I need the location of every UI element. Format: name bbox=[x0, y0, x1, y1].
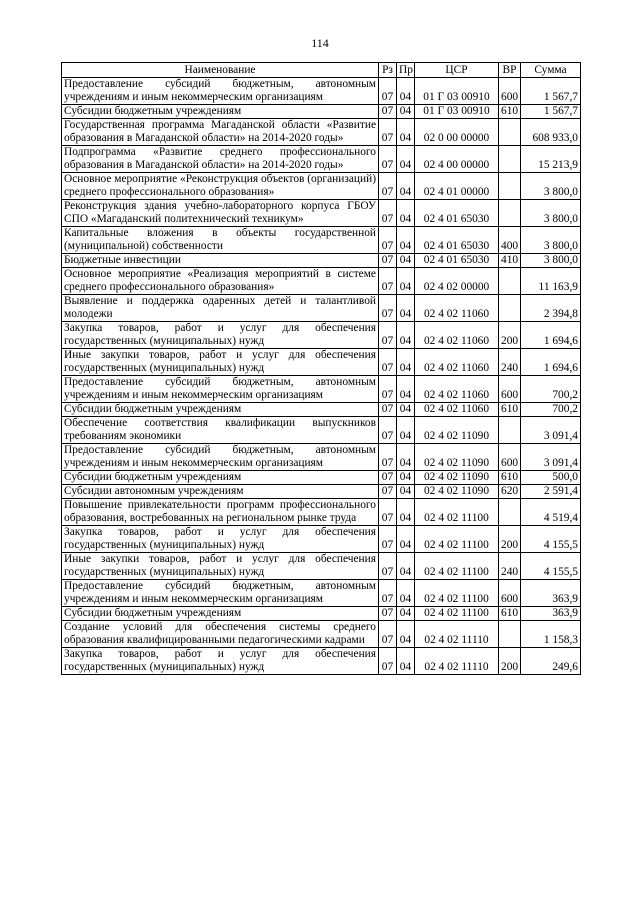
cell-vr bbox=[499, 499, 521, 526]
cell-rz: 07 bbox=[379, 648, 397, 675]
cell-vr bbox=[499, 295, 521, 322]
cell-name: Субсидии автономным учреждениям bbox=[62, 485, 379, 499]
table-row bbox=[62, 648, 581, 675]
cell-sum: 1 694,6 bbox=[521, 322, 581, 349]
cell-csr: 01 Г 03 00910 bbox=[415, 105, 499, 119]
table-row bbox=[62, 227, 581, 254]
cell-name: Бюджетные инвестиции bbox=[62, 254, 379, 268]
cell-name: Субсидии бюджетным учреждениям bbox=[62, 471, 379, 485]
cell-name: Повышение привлекательности программ профессионального образования, востребованных на региональном рынке труда bbox=[62, 499, 379, 526]
table-row bbox=[62, 349, 581, 376]
table-row bbox=[62, 268, 581, 295]
table-row bbox=[62, 444, 581, 471]
cell-csr: 02 4 01 65030 bbox=[415, 254, 499, 268]
cell-pr: 04 bbox=[397, 295, 415, 322]
cell-name: Иные закупки товаров, работ и услуг для обеспечения государственных (муниципальных) нужд bbox=[62, 553, 379, 580]
table-row bbox=[62, 295, 581, 322]
cell-pr: 04 bbox=[397, 403, 415, 417]
cell-sum: 3 800,0 bbox=[521, 173, 581, 200]
cell-rz: 07 bbox=[379, 607, 397, 621]
cell-name: Закупка товаров, работ и услуг для обеспечения государственных (муниципальных) нужд bbox=[62, 526, 379, 553]
cell-name: Предоставление субсидий бюджетным, автономным учреждениям и иным некоммерческим организациям bbox=[62, 376, 379, 403]
table-row bbox=[62, 105, 581, 119]
cell-name: Обеспечение соответствия квалификации выпускников требованиям экономики bbox=[62, 417, 379, 444]
table-body bbox=[62, 78, 581, 675]
cell-vr: 620 bbox=[499, 485, 521, 499]
page-number: 114 bbox=[311, 36, 329, 50]
cell-sum: 1 694,6 bbox=[521, 349, 581, 376]
cell-rz: 07 bbox=[379, 268, 397, 295]
cell-sum: 2 591,4 bbox=[521, 485, 581, 499]
cell-pr: 04 bbox=[397, 648, 415, 675]
cell-csr: 02 4 02 11110 bbox=[415, 621, 499, 648]
table-row bbox=[62, 376, 581, 403]
cell-pr: 04 bbox=[397, 268, 415, 295]
cell-sum: 363,9 bbox=[521, 607, 581, 621]
cell-vr bbox=[499, 119, 521, 146]
cell-sum: 4 519,4 bbox=[521, 499, 581, 526]
cell-name: Предоставление субсидий бюджетным, автономным учреждениям и иным некоммерческим организациям bbox=[62, 78, 379, 105]
cell-name: Выявление и поддержка одаренных детей и талантливой молодежи bbox=[62, 295, 379, 322]
cell-rz: 07 bbox=[379, 376, 397, 403]
table-row bbox=[62, 553, 581, 580]
cell-rz: 07 bbox=[379, 295, 397, 322]
table-row bbox=[62, 146, 581, 173]
cell-pr: 04 bbox=[397, 349, 415, 376]
cell-sum: 15 213,9 bbox=[521, 146, 581, 173]
cell-sum: 3 800,0 bbox=[521, 200, 581, 227]
cell-sum: 1 567,7 bbox=[521, 78, 581, 105]
cell-pr: 04 bbox=[397, 485, 415, 499]
table-row bbox=[62, 485, 581, 499]
cell-sum: 363,9 bbox=[521, 580, 581, 607]
cell-vr: 610 bbox=[499, 471, 521, 485]
cell-sum: 700,2 bbox=[521, 403, 581, 417]
header-sum: Сумма bbox=[521, 63, 581, 78]
cell-sum: 11 163,9 bbox=[521, 268, 581, 295]
cell-csr: 02 4 00 00000 bbox=[415, 146, 499, 173]
cell-rz: 07 bbox=[379, 526, 397, 553]
cell-name: Основное мероприятие «Реализация мероприятий в системе среднего профессионального образования» bbox=[62, 268, 379, 295]
cell-rz: 07 bbox=[379, 580, 397, 607]
table-row bbox=[62, 417, 581, 444]
cell-csr: 02 4 02 11090 bbox=[415, 485, 499, 499]
cell-pr: 04 bbox=[397, 471, 415, 485]
cell-sum: 3 091,4 bbox=[521, 417, 581, 444]
table-row bbox=[62, 173, 581, 200]
cell-rz: 07 bbox=[379, 403, 397, 417]
cell-vr bbox=[499, 268, 521, 295]
cell-rz: 07 bbox=[379, 471, 397, 485]
cell-csr: 02 4 02 11060 bbox=[415, 403, 499, 417]
cell-sum: 700,2 bbox=[521, 376, 581, 403]
header-row bbox=[62, 63, 581, 78]
cell-csr: 02 4 02 11110 bbox=[415, 648, 499, 675]
table-row bbox=[62, 526, 581, 553]
table-row bbox=[62, 403, 581, 417]
cell-csr: 02 4 01 00000 bbox=[415, 173, 499, 200]
cell-csr: 02 4 02 11100 bbox=[415, 499, 499, 526]
cell-name: Создание условий для обеспечения системы среднего образования квалифицированными педагогическими кадрами bbox=[62, 621, 379, 648]
cell-csr: 02 4 02 11100 bbox=[415, 607, 499, 621]
table-header bbox=[62, 63, 581, 78]
cell-rz: 07 bbox=[379, 322, 397, 349]
cell-name: Закупка товаров, работ и услуг для обеспечения государственных (муниципальных) нужд bbox=[62, 322, 379, 349]
table-row bbox=[62, 322, 581, 349]
cell-rz: 07 bbox=[379, 621, 397, 648]
cell-vr: 240 bbox=[499, 553, 521, 580]
cell-csr: 02 4 02 11060 bbox=[415, 349, 499, 376]
cell-name: Государственная программа Магаданской области «Развитие образования в Магаданской области» на 2014-2020 годы» bbox=[62, 119, 379, 146]
cell-sum: 4 155,5 bbox=[521, 553, 581, 580]
cell-rz: 07 bbox=[379, 485, 397, 499]
cell-pr: 04 bbox=[397, 376, 415, 403]
cell-pr: 04 bbox=[397, 227, 415, 254]
cell-vr: 610 bbox=[499, 403, 521, 417]
header-rz: Рз bbox=[379, 63, 397, 78]
cell-vr bbox=[499, 417, 521, 444]
cell-csr: 02 4 02 11090 bbox=[415, 417, 499, 444]
table-row bbox=[62, 607, 581, 621]
cell-name: Основное мероприятие «Реконструкция объектов (организаций) среднего профессионального образования» bbox=[62, 173, 379, 200]
cell-name: Субсидии бюджетным учреждениям bbox=[62, 607, 379, 621]
budget-table bbox=[61, 62, 581, 675]
table-row bbox=[62, 499, 581, 526]
cell-vr bbox=[499, 146, 521, 173]
cell-csr: 02 4 02 11090 bbox=[415, 471, 499, 485]
cell-csr: 02 4 02 11100 bbox=[415, 580, 499, 607]
cell-vr: 600 bbox=[499, 444, 521, 471]
cell-vr: 610 bbox=[499, 105, 521, 119]
cell-vr: 400 bbox=[499, 227, 521, 254]
cell-pr: 04 bbox=[397, 621, 415, 648]
cell-pr: 04 bbox=[397, 526, 415, 553]
cell-name: Предоставление субсидий бюджетным, автономным учреждениям и иным некоммерческим организациям bbox=[62, 444, 379, 471]
cell-pr: 04 bbox=[397, 119, 415, 146]
cell-rz: 07 bbox=[379, 553, 397, 580]
header-vr: ВР bbox=[499, 63, 521, 78]
cell-pr: 04 bbox=[397, 105, 415, 119]
cell-pr: 04 bbox=[397, 444, 415, 471]
cell-csr: 02 4 02 00000 bbox=[415, 268, 499, 295]
cell-sum: 2 394,8 bbox=[521, 295, 581, 322]
cell-pr: 04 bbox=[397, 553, 415, 580]
cell-pr: 04 bbox=[397, 200, 415, 227]
cell-csr: 02 4 02 11100 bbox=[415, 553, 499, 580]
cell-rz: 07 bbox=[379, 349, 397, 376]
cell-name: Субсидии бюджетным учреждениям bbox=[62, 105, 379, 119]
cell-pr: 04 bbox=[397, 173, 415, 200]
cell-name: Подпрограмма «Развитие среднего профессионального образования в Магаданской области» на 2014-2020 годы» bbox=[62, 146, 379, 173]
cell-rz: 07 bbox=[379, 417, 397, 444]
cell-rz: 07 bbox=[379, 227, 397, 254]
cell-sum: 608 933,0 bbox=[521, 119, 581, 146]
header-pr: Пр bbox=[397, 63, 415, 78]
cell-csr: 02 4 02 11060 bbox=[415, 295, 499, 322]
cell-rz: 07 bbox=[379, 78, 397, 105]
cell-csr: 02 0 00 00000 bbox=[415, 119, 499, 146]
cell-sum: 4 155,5 bbox=[521, 526, 581, 553]
cell-vr: 600 bbox=[499, 78, 521, 105]
header-name: Наименование bbox=[62, 63, 379, 78]
table-row bbox=[62, 200, 581, 227]
cell-name: Закупка товаров, работ и услуг для обеспечения государственных (муниципальных) нужд bbox=[62, 648, 379, 675]
cell-vr: 200 bbox=[499, 526, 521, 553]
cell-sum: 1 567,7 bbox=[521, 105, 581, 119]
cell-csr: 02 4 01 65030 bbox=[415, 200, 499, 227]
cell-name: Предоставление субсидий бюджетным, автономным учреждениям и иным некоммерческим организациям bbox=[62, 580, 379, 607]
cell-sum: 249,6 bbox=[521, 648, 581, 675]
cell-name: Капитальные вложения в объекты государственной (муниципальной) собственности bbox=[62, 227, 379, 254]
cell-vr: 200 bbox=[499, 648, 521, 675]
cell-pr: 04 bbox=[397, 146, 415, 173]
cell-pr: 04 bbox=[397, 254, 415, 268]
cell-rz: 07 bbox=[379, 200, 397, 227]
cell-rz: 07 bbox=[379, 444, 397, 471]
cell-name: Субсидии бюджетным учреждениям bbox=[62, 403, 379, 417]
cell-vr bbox=[499, 200, 521, 227]
table-row bbox=[62, 78, 581, 105]
cell-rz: 07 bbox=[379, 119, 397, 146]
cell-csr: 01 Г 03 00910 bbox=[415, 78, 499, 105]
cell-csr: 02 4 02 11090 bbox=[415, 444, 499, 471]
table-row bbox=[62, 119, 581, 146]
cell-pr: 04 bbox=[397, 580, 415, 607]
cell-name: Реконструкция здания учебно-лабораторного корпуса ГБОУ СПО «Магаданский политехнический техникум» bbox=[62, 200, 379, 227]
cell-name: Иные закупки товаров, работ и услуг для обеспечения государственных (муниципальных) нужд bbox=[62, 349, 379, 376]
cell-rz: 07 bbox=[379, 146, 397, 173]
table-row bbox=[62, 621, 581, 648]
cell-rz: 07 bbox=[379, 499, 397, 526]
table-row bbox=[62, 254, 581, 268]
cell-sum: 3 091,4 bbox=[521, 444, 581, 471]
cell-csr: 02 4 01 65030 bbox=[415, 227, 499, 254]
cell-csr: 02 4 02 11100 bbox=[415, 526, 499, 553]
table-row bbox=[62, 471, 581, 485]
cell-csr: 02 4 02 11060 bbox=[415, 376, 499, 403]
cell-sum: 1 158,3 bbox=[521, 621, 581, 648]
cell-pr: 04 bbox=[397, 322, 415, 349]
cell-rz: 07 bbox=[379, 254, 397, 268]
cell-pr: 04 bbox=[397, 417, 415, 444]
cell-sum: 3 800,0 bbox=[521, 254, 581, 268]
cell-rz: 07 bbox=[379, 105, 397, 119]
cell-vr bbox=[499, 621, 521, 648]
cell-pr: 04 bbox=[397, 607, 415, 621]
cell-vr: 410 bbox=[499, 254, 521, 268]
cell-pr: 04 bbox=[397, 499, 415, 526]
header-csr: ЦСР bbox=[415, 63, 499, 78]
cell-vr bbox=[499, 173, 521, 200]
cell-vr: 240 bbox=[499, 349, 521, 376]
cell-vr: 200 bbox=[499, 322, 521, 349]
cell-vr: 600 bbox=[499, 580, 521, 607]
cell-pr: 04 bbox=[397, 78, 415, 105]
cell-sum: 3 800,0 bbox=[521, 227, 581, 254]
cell-vr: 600 bbox=[499, 376, 521, 403]
table-row bbox=[62, 580, 581, 607]
cell-vr: 610 bbox=[499, 607, 521, 621]
cell-csr: 02 4 02 11060 bbox=[415, 322, 499, 349]
cell-rz: 07 bbox=[379, 173, 397, 200]
cell-sum: 500,0 bbox=[521, 471, 581, 485]
